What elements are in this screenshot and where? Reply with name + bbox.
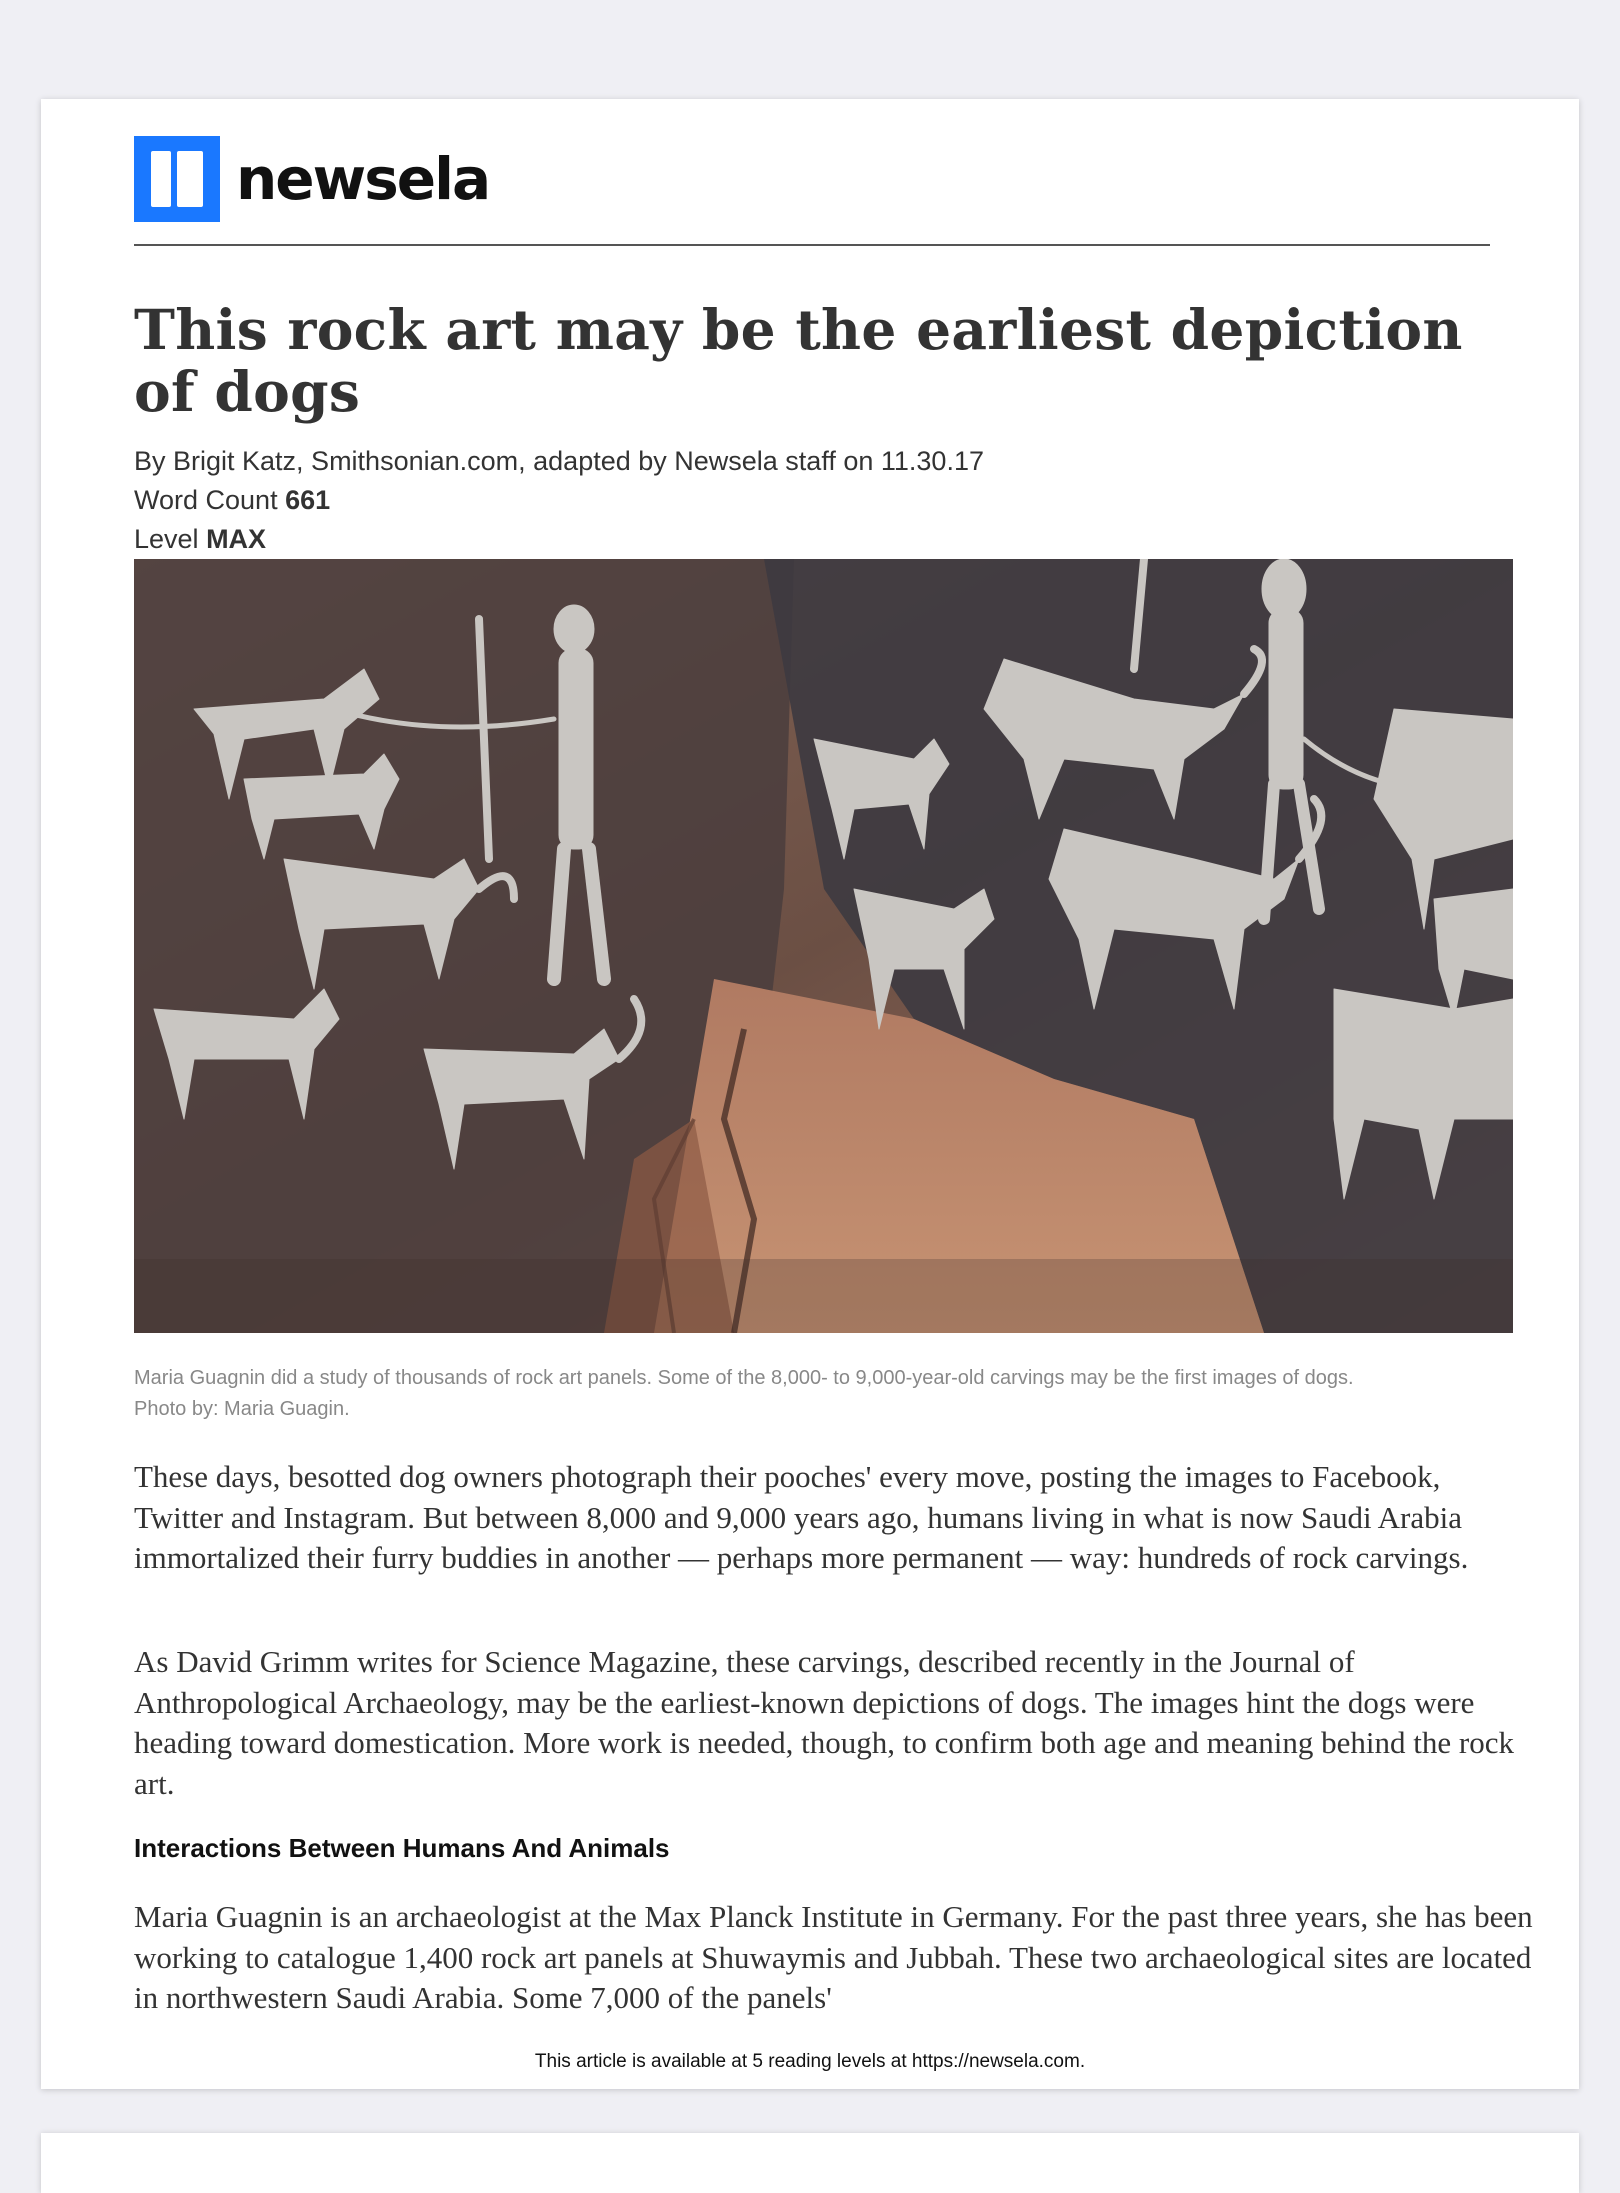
reading-level: Level MAX — [134, 524, 267, 554]
caption-text: Maria Guagnin did a study of thousands of rock art panels. Some of the 8,000- to 9,000-year-old carvings may be the first images of dogs. — [134, 1367, 1354, 1389]
paragraph-1: These days, besotted dog owners photograph their pooches' every move, posting the images to Facebook, Twitter and Instagram. But between 8,000 and 9,000 years ago, humans living in what is now Saudi Arabia immortalized their furry buddies in another — perhaps more permanent — way: hundreds of rock carvings. — [134, 1459, 1469, 1575]
article-meta — [134, 442, 984, 559]
next-page — [41, 2133, 1579, 2193]
word-count: Word Count 661 — [134, 485, 331, 515]
paragraph-2: As David Grimm writes for Science Magazine, these carvings, described recently in the Journal of Anthropological Archaeology, may be the earliest-known depictions of dogs. The images hint the dogs were heading toward domestication. More work is needed, though, to confirm both age and meaning behind the rock art. — [134, 1644, 1514, 1801]
logo-wordmark: newsela — [236, 145, 490, 213]
article-page — [41, 99, 1579, 2089]
newsela-logo[interactable] — [134, 136, 489, 222]
header-divider — [134, 244, 1490, 246]
rock-art-photo — [134, 559, 1513, 1333]
photo-caption — [134, 1363, 1534, 1425]
section-heading: Interactions Between Humans And Animals — [134, 1833, 670, 1863]
byline: By Brigit Katz, Smithsonian.com, adapted by Newsela staff on 11.30.17 — [134, 446, 984, 476]
article-title: This rock art may be the earliest depiction of dogs — [134, 297, 1463, 424]
page-footer: This article is available at 5 reading levels at https://newsela.com. — [534, 2051, 1086, 2072]
photo-credit: Photo by: Maria Guagin. — [134, 1398, 350, 1420]
paragraph-3: Maria Guagnin is an archaeologist at the Max Planck Institute in Germany. For the past three years, she has been working to catalogue 1,400 rock art panels at Shuwaymis and Jubbah. These two archaeological sites are located in northwestern Saudi Arabia. Some 7,000 of the panels' — [134, 1899, 1533, 2015]
newsela-logo-icon — [134, 136, 220, 222]
